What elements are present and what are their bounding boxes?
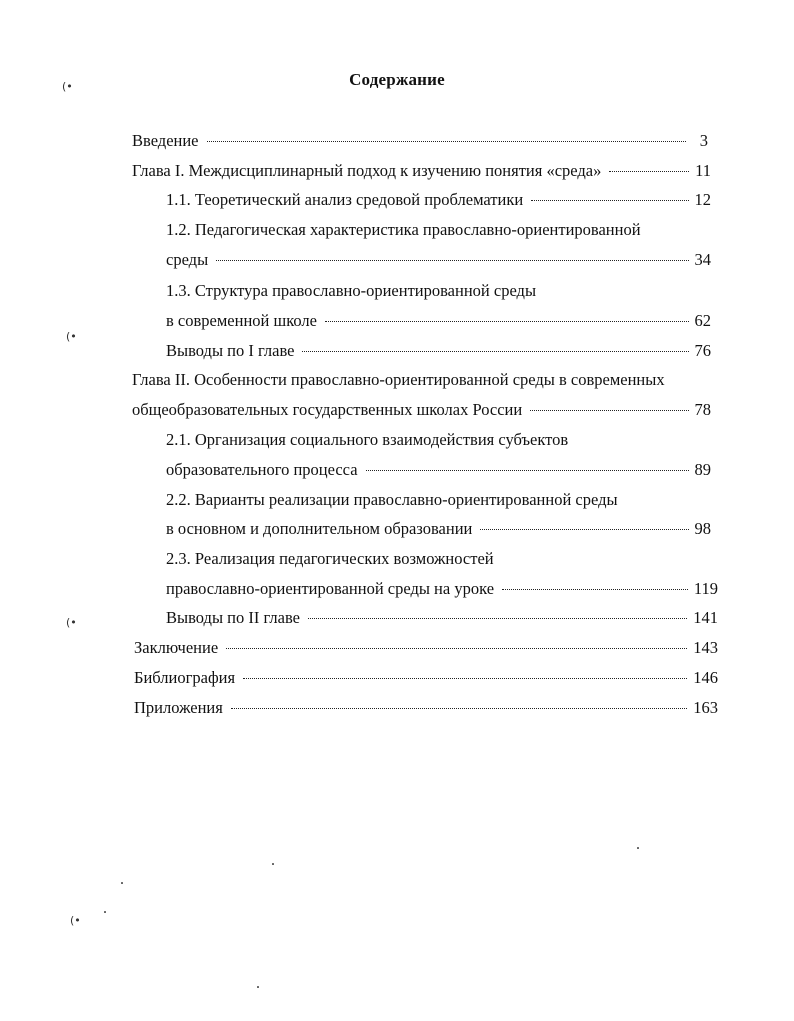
toc-entry-section-1-3 xyxy=(166,281,536,303)
toc-entry-chapter-1 xyxy=(132,161,711,183)
toc-entry-title: среды xyxy=(166,250,209,269)
toc-entry-page: 143 xyxy=(693,638,718,657)
toc-entry-title: образовательного процесса xyxy=(166,460,358,479)
toc-entry-title: Выводы по II главе xyxy=(166,608,300,627)
toc-entry-title: Глава II. Особенности православно-ориентированной среды в современных xyxy=(132,370,665,389)
toc-entry-section-1-1 xyxy=(166,190,711,212)
scan-speck xyxy=(104,911,106,913)
toc-entry-section-1-2 xyxy=(166,220,641,242)
toc-entry-title: в основном и дополнительном образовании xyxy=(166,519,473,538)
scan-speck xyxy=(257,986,259,988)
toc-entry-title: Глава I. Междисциплинарный подход к изучению понятия «среда» xyxy=(132,161,602,180)
toc-entry-section-1-2-continued xyxy=(166,250,711,272)
scan-speck xyxy=(637,847,639,849)
toc-entry-section-2-2-continued xyxy=(166,519,711,541)
toc-entry-conclusion xyxy=(134,638,718,660)
toc-entry-page: 146 xyxy=(693,668,718,687)
toc-entry-title: Выводы по I главе xyxy=(166,341,295,360)
toc-entry-page: 62 xyxy=(694,311,711,330)
margin-mark: (• xyxy=(70,914,81,927)
toc-entry-title: православно-ориентированной среды на уроке xyxy=(166,579,495,598)
toc-entry-section-2-3 xyxy=(166,549,494,571)
margin-mark: (• xyxy=(66,616,77,629)
toc-entry-title: 1.3. Структура православно-ориентированной среды xyxy=(166,281,537,300)
toc-entry-title: 2.2. Варианты реализации православно-ориентированной среды xyxy=(166,490,618,509)
toc-entry-page: 141 xyxy=(693,608,718,627)
toc-entry-page: 76 xyxy=(694,341,711,360)
toc-entry-title: 2.1. Организация социального взаимодействия субъектов xyxy=(166,430,569,449)
toc-entry-bibliography xyxy=(134,668,718,690)
toc-entry-appendices xyxy=(134,698,718,720)
toc-entry-section-2-2 xyxy=(166,490,618,512)
scan-speck xyxy=(272,863,274,865)
toc-entry-title: Библиография xyxy=(134,668,236,687)
leader-dots xyxy=(207,141,686,142)
toc-entry-page: 3 xyxy=(699,131,708,150)
leader-dots xyxy=(302,351,688,352)
toc-entry-title: Введение xyxy=(132,131,199,150)
leader-dots xyxy=(308,618,687,619)
toc-entry-title: Приложения xyxy=(134,698,223,717)
toc-entry-page: 119 xyxy=(693,579,718,598)
scan-speck xyxy=(121,882,123,884)
toc-entry-conclusions-1 xyxy=(166,341,711,363)
leader-dots xyxy=(609,171,689,172)
leader-dots xyxy=(502,589,688,590)
toc-entry-page: 11 xyxy=(695,161,711,180)
toc-entry-title: 1.1. Теоретический анализ средовой проблематики xyxy=(166,190,524,209)
leader-dots xyxy=(530,410,688,411)
leader-dots xyxy=(480,529,688,530)
toc-entry-title: Заключение xyxy=(134,638,219,657)
toc-entry-page: 12 xyxy=(694,190,711,209)
leader-dots xyxy=(243,678,687,679)
toc-entry-section-2-1-continued xyxy=(166,460,711,482)
toc-entry-chapter-2-continued xyxy=(132,400,711,422)
leader-dots xyxy=(325,321,689,322)
toc-entry-section-1-3-continued xyxy=(166,311,711,333)
toc-entry-page: 78 xyxy=(694,400,711,419)
toc-entry-conclusions-2 xyxy=(166,608,718,630)
toc-entry-title: общеобразовательных государственных школах России xyxy=(132,400,523,419)
toc-entry-section-2-3-continued xyxy=(166,579,718,601)
margin-mark: (• xyxy=(66,330,77,343)
toc-entry-introduction xyxy=(132,131,708,153)
toc-entry-title: 2.3. Реализация педагогических возможностей xyxy=(166,549,494,568)
leader-dots xyxy=(366,470,689,471)
toc-entry-page: 163 xyxy=(693,698,718,717)
toc-entry-page: 34 xyxy=(694,250,711,269)
toc-entry-title: в современной школе xyxy=(166,311,317,330)
toc-entry-section-2-1 xyxy=(166,430,568,452)
toc-entry-page: 89 xyxy=(694,460,711,479)
leader-dots xyxy=(216,260,688,261)
toc-entry-page: 98 xyxy=(694,519,711,538)
leader-dots xyxy=(226,648,687,649)
leader-dots xyxy=(531,200,688,201)
toc-entry-title: 1.2. Педагогическая характеристика православно-ориентированной xyxy=(166,220,641,239)
toc-entry-chapter-2 xyxy=(132,370,665,392)
margin-mark: (• xyxy=(62,80,73,93)
leader-dots xyxy=(231,708,687,709)
page-title: Содержание xyxy=(349,70,445,89)
